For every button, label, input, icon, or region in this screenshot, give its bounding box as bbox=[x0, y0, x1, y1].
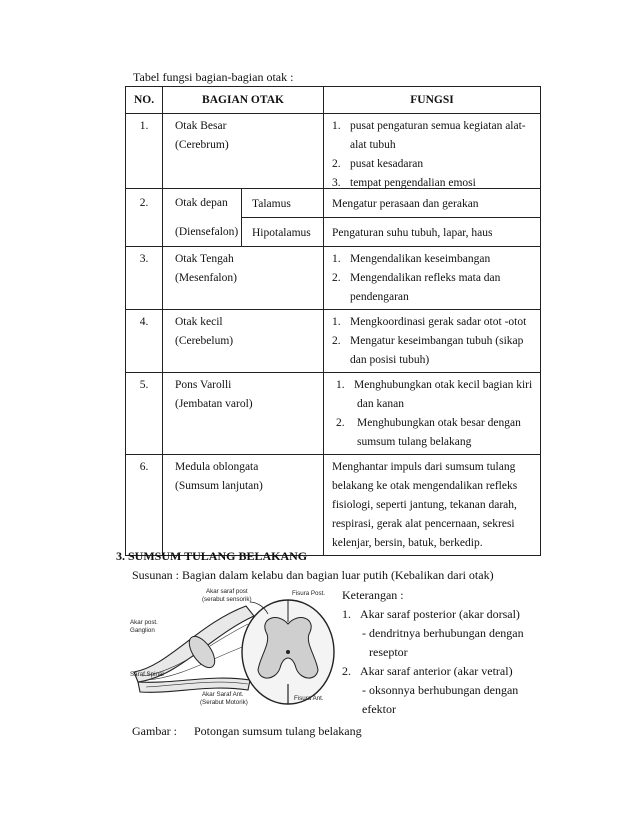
table-row bbox=[126, 455, 541, 556]
brain-part-cell bbox=[163, 310, 324, 373]
brain-part-name: Pons Varolli bbox=[175, 379, 232, 391]
label-akar-saraf-post: Akar saraf post bbox=[206, 588, 248, 595]
keterangan-detail: - dendritnya berhubungan dengan bbox=[362, 626, 524, 640]
gambar-label: Gambar : bbox=[132, 724, 177, 738]
keterangan-detail: efektor bbox=[362, 702, 396, 716]
brain-part-name: Otak Besar bbox=[175, 120, 227, 132]
keterangan-block bbox=[342, 586, 524, 719]
table-caption: Tabel fungsi bagian-bagian otak : bbox=[133, 70, 294, 84]
function-paragraph-cell: Menghantar impuls dari sumsum tulang belakang ke otak mengendalikan refleks fisiologi, seperti jantung, tekanan darah, respirasi, gerak alat pencernaan, sekresi kelenjar, bersin, batuk, berkedip. bbox=[324, 455, 541, 556]
label-akar-post: Akar post. bbox=[130, 619, 158, 626]
label-akar-saraf-ant: Akar Saraf Ant. bbox=[202, 691, 244, 698]
label-serabut-motorik: (Serabut Motorik) bbox=[200, 699, 248, 706]
function-item: 2. Mengatur keseimbangan tubuh (sikap dan posisi tubuh) bbox=[332, 335, 524, 366]
function-cell bbox=[324, 310, 541, 373]
label-fisura-ant: Fisura Ant. bbox=[294, 695, 324, 702]
brain-part-latin: (Sumsum lanjutan) bbox=[175, 480, 263, 492]
figure-caption bbox=[132, 724, 362, 739]
spinal-cord-cross-section-illustration bbox=[128, 584, 338, 709]
header-no: NO. bbox=[126, 87, 163, 114]
brain-part-latin: (Jembatan varol) bbox=[175, 398, 253, 410]
function-item: 2. Mengendalikan refleks mata dan pendengaran bbox=[332, 272, 501, 303]
keterangan-item: 2. Akar saraf anterior (akar vetral) bbox=[342, 664, 513, 678]
keterangan-title: Keterangan : bbox=[342, 588, 404, 602]
table-row bbox=[126, 114, 541, 189]
spinal-cord-figure bbox=[128, 584, 338, 709]
gambar-caption: Potongan sumsum tulang belakang bbox=[193, 724, 362, 738]
label-serabut-sensorik: (serabut sensorik) bbox=[202, 596, 252, 603]
sub-function: Mengatur perasaan dan gerakan bbox=[324, 189, 541, 218]
function-item: 3. tempat pengendalian emosi bbox=[332, 177, 476, 189]
function-item: 2. Menghubungkan otak besar dengan sumsum tulang belakang bbox=[336, 417, 521, 448]
function-cell bbox=[324, 373, 541, 455]
function-item: 1. Menghubungkan otak kecil bagian kiri dan kanan bbox=[336, 379, 533, 410]
brain-part-latin: (Cerebelum) bbox=[175, 335, 234, 347]
row-number: 5. bbox=[126, 373, 163, 455]
brain-part-cell bbox=[163, 455, 324, 556]
row-number: 1. bbox=[126, 114, 163, 189]
brain-function-table bbox=[125, 86, 541, 556]
function-cell bbox=[324, 114, 541, 189]
header-fungsi: FUNGSI bbox=[324, 87, 541, 114]
function-cell bbox=[324, 247, 541, 310]
sub-function: Pengaturan suhu tubuh, lapar, haus bbox=[324, 218, 541, 247]
brain-part-cell bbox=[163, 189, 242, 247]
keterangan-detail: reseptor bbox=[369, 645, 408, 659]
label-fisura-post: Fisura Post. bbox=[292, 590, 326, 597]
brain-part-name: Otak kecil bbox=[175, 316, 223, 328]
section-title: 3. SUMSUM TULANG BELAKANG bbox=[116, 549, 308, 563]
brain-part-cell bbox=[163, 114, 324, 189]
brain-part-latin: (Diensefalon) bbox=[175, 226, 239, 238]
sub-part-name: Talamus bbox=[242, 189, 324, 218]
label-saraf-spinal: Saraf Spinal bbox=[130, 671, 164, 678]
table-row bbox=[126, 310, 541, 373]
brain-part-name: Otak depan bbox=[175, 197, 228, 209]
row-number: 2. bbox=[126, 189, 163, 247]
row-number: 3. bbox=[126, 247, 163, 310]
brain-part-latin: (Mesenfalon) bbox=[175, 272, 237, 284]
keterangan-item: 1. Akar saraf posterior (akar dorsal) bbox=[342, 607, 520, 621]
table-row bbox=[126, 247, 541, 310]
function-item: 2. pusat kesadaran bbox=[332, 158, 424, 170]
brain-part-name: Medula oblongata bbox=[175, 461, 259, 473]
brain-part-latin: (Cerebrum) bbox=[175, 139, 229, 151]
function-item: 1. Mengendalikan keseimbangan bbox=[332, 253, 491, 265]
row-number: 6. bbox=[126, 455, 163, 556]
table-row bbox=[126, 373, 541, 455]
brain-part-name: Otak Tengah bbox=[175, 253, 234, 265]
brain-part-cell bbox=[163, 373, 324, 455]
keterangan-detail: - oksonnya berhubungan dengan bbox=[362, 683, 519, 697]
row-number: 4. bbox=[126, 310, 163, 373]
header-bagian-otak: BAGIAN OTAK bbox=[163, 87, 324, 114]
table-header-row bbox=[126, 87, 541, 114]
sub-part-name: Hipotalamus bbox=[242, 218, 324, 247]
label-ganglion: Ganglion bbox=[130, 627, 155, 634]
susunan-text: Susunan : Bagian dalam kelabu dan bagian luar putih (Kebalikan dari otak) bbox=[132, 568, 494, 582]
function-item: 1. pusat pengaturan semua kegiatan alat- alat tubuh bbox=[332, 120, 526, 151]
brain-part-cell bbox=[163, 247, 324, 310]
function-item: 1. Mengkoordinasi gerak sadar otot -otot bbox=[332, 316, 527, 328]
